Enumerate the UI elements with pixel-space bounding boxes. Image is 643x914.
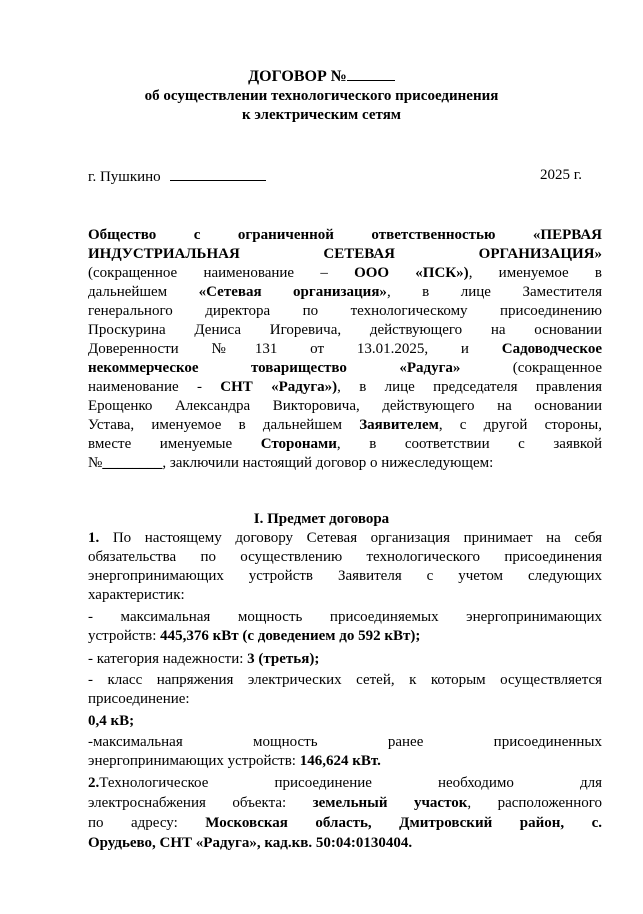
section-line: 1. По настоящему договору Сетевая организация принимает на себя <box>88 530 602 546</box>
intro-line: Устава, именуемое в дальнейшем Заявителем, с другой стороны, <box>88 417 602 433</box>
intro-line: Ерощенко Александра Викторовича, действующего на основании <box>88 398 602 414</box>
intro-line: ИНДУСТРИАЛЬНАЯ СЕТЕВАЯ ОРГАНИЗАЦИЯ» <box>88 246 602 262</box>
date-blank <box>170 166 266 181</box>
section-title: I. Предмет договора <box>253 511 390 527</box>
section-line: Орудьево, СНТ «Радуга», кад.кв. 50:04:0130404. <box>88 835 413 851</box>
intro-line: наименование - СНТ «Радуга»), в лице председателя правления <box>88 379 602 395</box>
intro-line: некоммерческое товарищество «Радуга» (сокращенное <box>88 360 603 376</box>
section-line: устройств: 445,376 кВт (с доведением до 592 кВт); <box>88 628 421 644</box>
intro-line: (сокращенное наименование – ООО «ПСК»), именуемое в <box>88 265 602 281</box>
intro-line: генерального директора по технологическому присоединению <box>88 303 602 319</box>
section-line: по адресу: Московская область, Дмитровский район, с. <box>88 815 602 831</box>
intro-line: №________, заключили настоящий договор о нижеследующем: <box>88 455 494 471</box>
contract-number-blank <box>347 66 395 81</box>
section-line: характеристик: <box>88 587 185 603</box>
city: г. Пушкино <box>88 169 161 185</box>
contract-subtitle-1: об осуществлении технологического присоединения <box>144 88 499 104</box>
place-date-row <box>88 166 602 187</box>
year: 2025 г. <box>540 167 582 183</box>
intro-line: Доверенности №131 от 13.01.2025, и Садоводческое <box>88 341 602 357</box>
section-line: 0,4 кВ; <box>88 713 135 729</box>
section-line: энергопринимающих устройств: 146,624 кВт. <box>88 753 381 769</box>
section-line: - категория надежности: 3 (третья); <box>88 651 320 667</box>
section-line: обязательства по осуществлению технологического присоединения <box>88 549 602 565</box>
section-line: электроснабжения объекта: земельный участок, расположенного <box>88 795 602 811</box>
section-line: - максимальная мощность присоединяемых энергопринимающих <box>88 609 602 625</box>
intro-line: Общество с ограниченной ответственностью «ПЕРВАЯ <box>88 227 602 243</box>
contract-title: ДОГОВОР № <box>0 66 643 86</box>
intro-line: Проскурина Дениса Игоревича, действующего на основании <box>88 322 602 338</box>
intro-line: дальнейшем «Сетевая организация», в лице Заместителя <box>88 284 602 300</box>
section-line: энергопринимающих устройств Заявителя с учетом следующих <box>88 568 602 584</box>
intro-line: вместе именуемые Сторонами, в соответствии с заявкой <box>88 436 602 452</box>
section-line: -максимальная мощность ранее присоединенных <box>88 734 602 750</box>
section-line: - класс напряжения электрических сетей, к которым осуществляется <box>88 672 602 688</box>
section-line: присоединение: <box>88 691 190 707</box>
section-line: 2.Технологическое присоединение необходимо для <box>88 775 602 791</box>
contract-subtitle-2: к электрическим сетям <box>241 107 402 123</box>
